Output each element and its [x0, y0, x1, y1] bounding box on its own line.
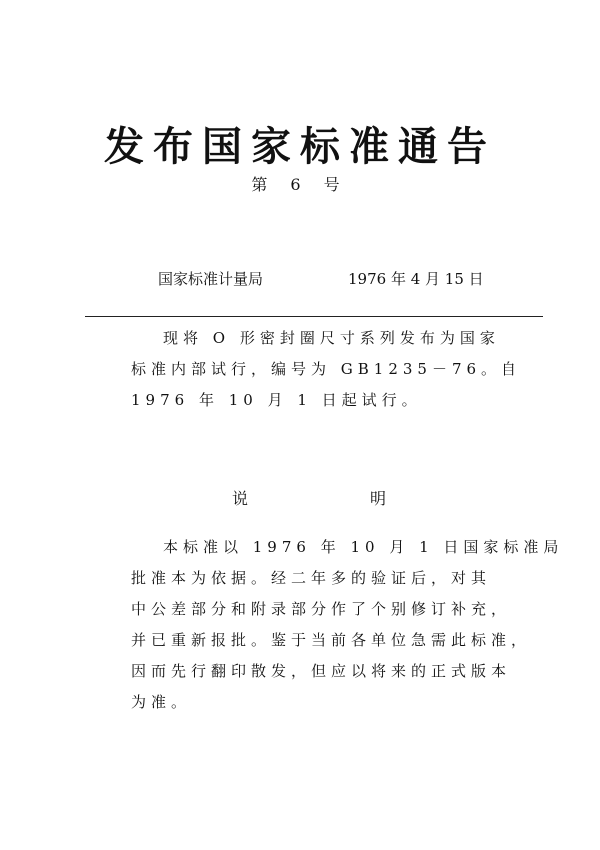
- explanation-heading-right: 明: [370, 489, 387, 508]
- issue-date: 1976 年 4 月 15 日: [348, 270, 484, 288]
- explanation-line: 为准。: [131, 693, 192, 711]
- announcement-line: 1976 年 10 月 1 日起试行。: [131, 391, 422, 409]
- explanation-line: 并已重新报批。鉴于当前各单位急需此标准，: [131, 631, 532, 649]
- header-divider: [85, 316, 543, 317]
- explanation-line: 批准本为依据。经二年多的验证后，对其: [131, 569, 492, 587]
- issue-number: 第 6 号: [251, 175, 349, 194]
- announcement-paragraph: [131, 323, 521, 416]
- explanation-heading-left: 说: [232, 489, 249, 508]
- explanation-line: 中公差部分和附录部分作了个别修订补充，: [131, 600, 512, 618]
- issuer-date-row: [0, 268, 600, 290]
- explanation-line: 本标准以 1976 年 10 月 1 日国家标准局: [163, 538, 564, 556]
- explanation-line: 因而先行翻印散发，但应以将来的正式版本: [131, 662, 512, 680]
- issuer-name: 国家标准计量局: [158, 270, 264, 288]
- page-title: 发布国家标准通告: [104, 124, 496, 170]
- announcement-line: 现将 O 形密封圈尺寸系列发布为国家: [163, 329, 500, 347]
- announcement-line: 标准内部试行，编号为 GB1235－76。自: [131, 360, 522, 378]
- explanation-paragraph: [131, 532, 563, 718]
